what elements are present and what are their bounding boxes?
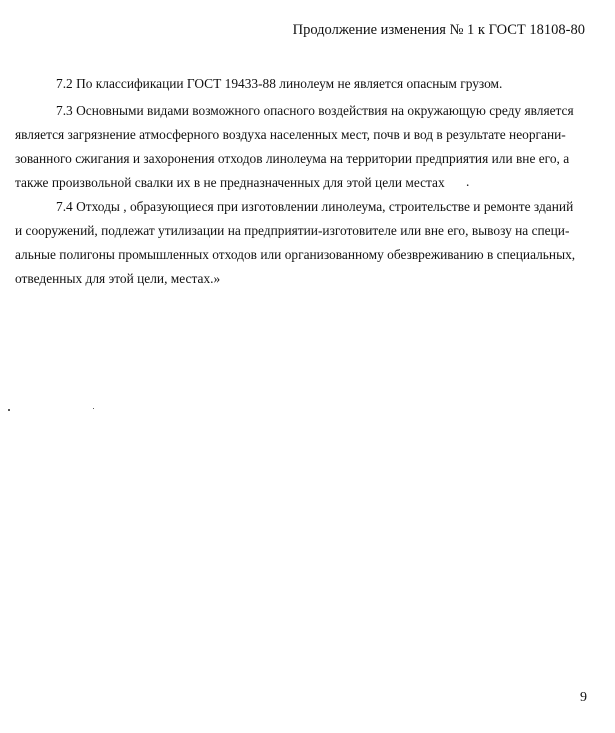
paragraph-7-3-line-3: зованного сжигания и захоронения отходов линолеума на территории предприятия или вне его, а <box>15 151 570 166</box>
scan-speck-left <box>8 409 10 411</box>
paragraph-7-3-trailing-period: . <box>466 174 470 189</box>
paragraph-7-4-line-4: отведенных для этой цели, местах.» <box>15 271 221 286</box>
paragraph-7-3-line-1: 7.3 Основными видами возможного опасного воздействия на окружающую среду является <box>56 103 574 118</box>
scan-speck-center <box>93 408 94 409</box>
paragraph-7-4-line-3: альные полигоны промышленных отходов или организованному обезвреживанию в специальных, <box>15 247 576 262</box>
paragraph-7-2-line-1: 7.2 По классификации ГОСТ 19433-88 линолеум не является опасным грузом. <box>56 76 503 91</box>
paragraph-7-3-line-4: также произвольной свалки их в не предназначенных для этой цели местах <box>15 175 445 190</box>
paragraph-7-4-line-1: 7.4 Отходы , образующиеся при изготовлении линолеума, строительстве и ремонте зданий <box>56 199 574 214</box>
paragraph-7-3-line-2: является загрязнение атмосферного воздуха населенных мест, почв и вод в результате неоргани- <box>15 127 566 142</box>
document-header: Продолжение изменения № 1 к ГОСТ 18108-80 <box>292 22 585 38</box>
page-number: 9 <box>580 690 587 705</box>
paragraph-7-4-line-2: и сооружений, подлежат утилизации на предприятии-изготовителе или вне его, вывозу на специ- <box>15 223 570 238</box>
